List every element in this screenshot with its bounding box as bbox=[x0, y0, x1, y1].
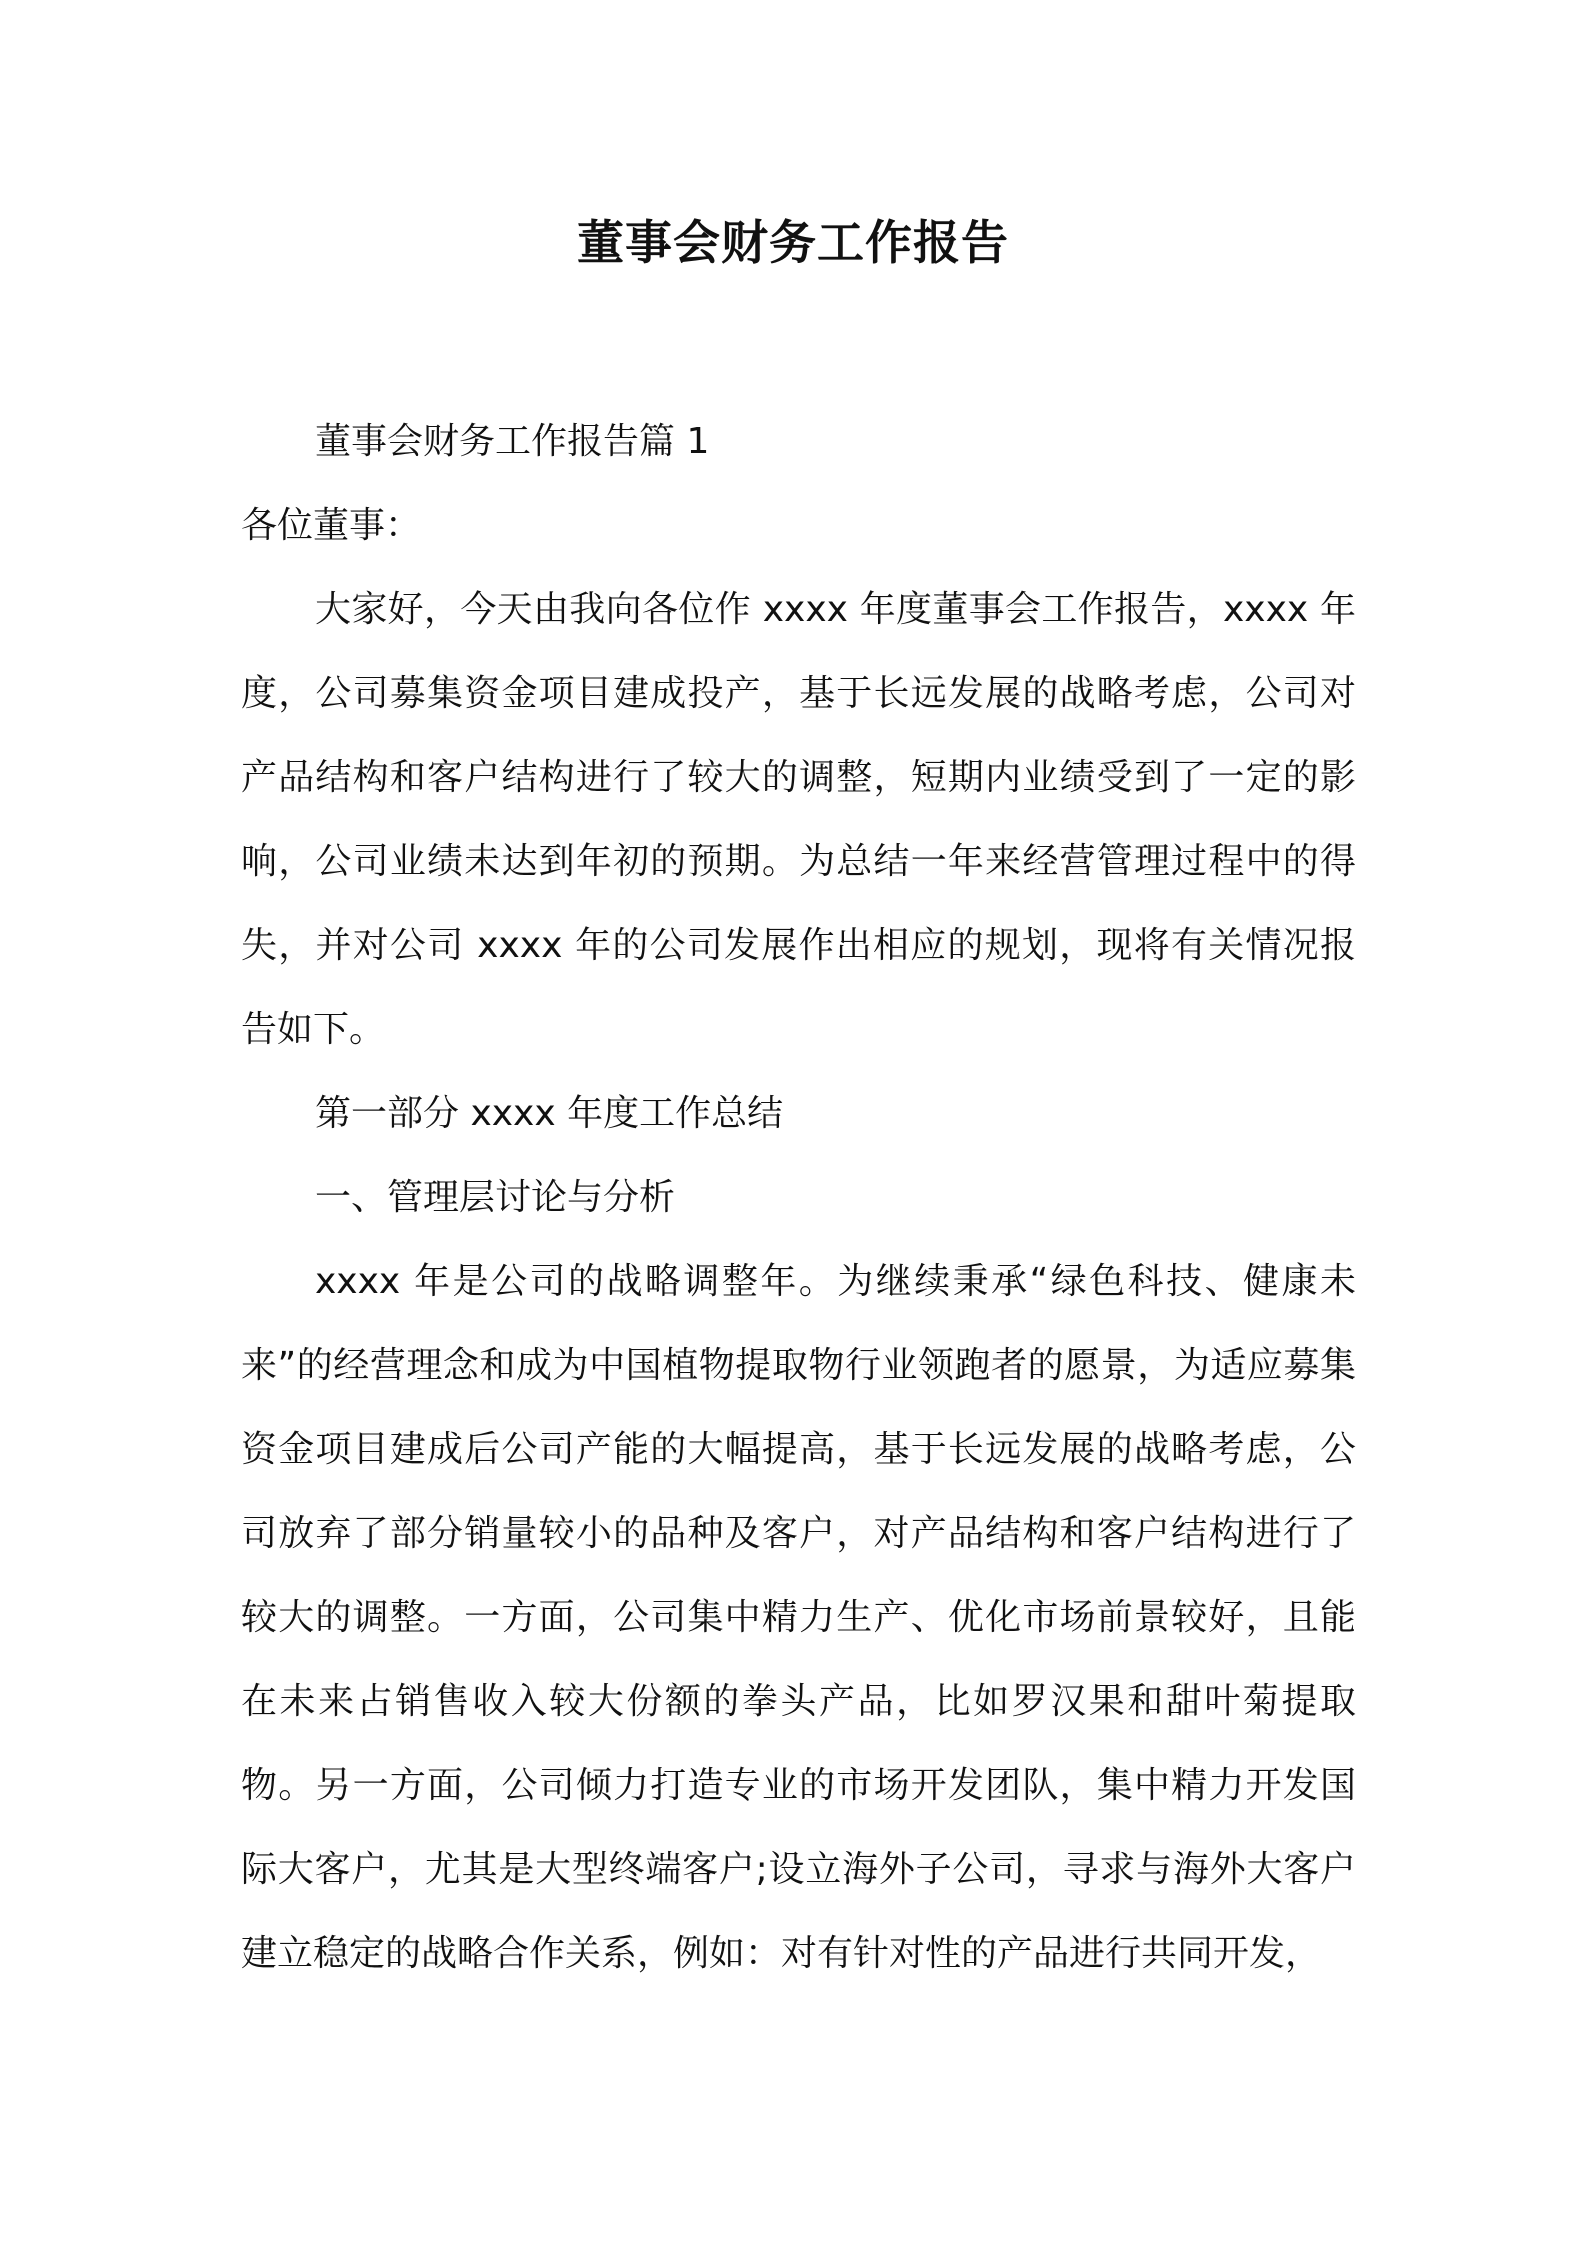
section-heading: 董事会财务工作报告篇 1 bbox=[315, 421, 710, 462]
body-paragraph: 大家好，今天由我向各位作 xxxx 年度董事会工作报告，xxxx 年度，公司募集资金项目建成投产，基于长远发展的战略考虑，公司对产品结构和客户结构进行了较大的调整，短期内业绩受到了一定的影响，公司业绩未达到年初的预期。为总结一年来经营管理过程中的得失，并对公司 xxxx 年的公司发展作出相应的规划，现将有关情况报告如下。 bbox=[241, 589, 1356, 1050]
salutation: 各位董事： bbox=[241, 505, 422, 546]
document-title: 董事会财务工作报告 bbox=[577, 216, 1009, 271]
body-paragraph: xxxx 年是公司的战略调整年。为继续秉承“绿色科技、健康未来”的经营理念和成为中国植物提取物行业领跑者的愿景，为适应募集资金项目建成后公司产能的大幅提高，基于长远发展的战略考虑，公司放弃了部分销量较小的品种及客户，对产品结构和客户结构进行了较大的调整。一方面，公司集中精力生产、优化市场前景较好，且能在未来占销售收入较大份额的拳头产品，比如罗汉果和甜叶菊提取物。另一方面，公司倾力打造专业的市场开发团队，集中精力开发国际大客户，尤其是大型终端客户;设立海外子公司，寻求与海外大客户建立稳定的战略合作关系，例如：对有针对性的产品进行共同开发， bbox=[241, 1261, 1356, 1974]
part-heading: 第一部分 xxxx 年度工作总结 bbox=[315, 1093, 784, 1134]
document-body bbox=[241, 400, 1356, 1996]
subsection-heading: 一、管理层讨论与分析 bbox=[315, 1177, 676, 1218]
